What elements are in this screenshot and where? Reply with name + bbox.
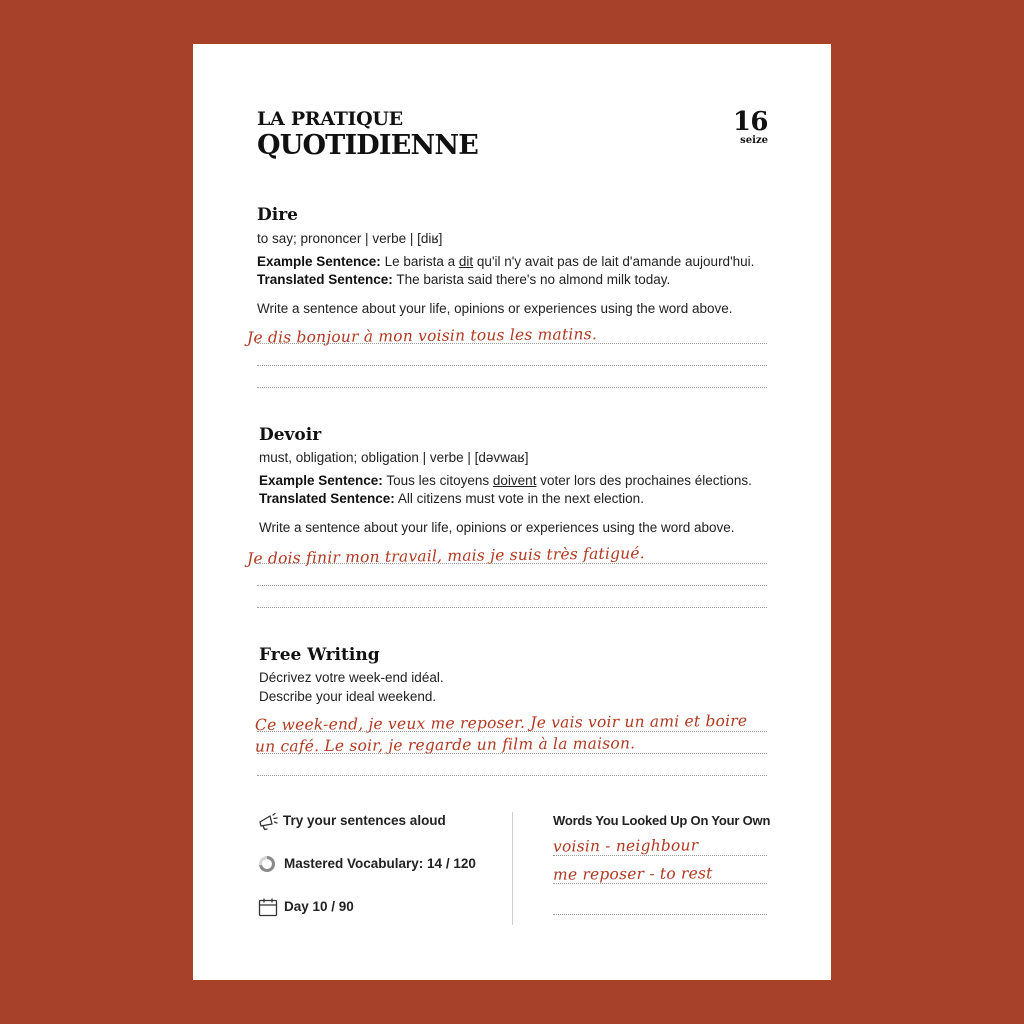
writing-line bbox=[257, 731, 767, 732]
writing-line bbox=[257, 607, 767, 608]
writing-prompt: Write a sentence about your life, opinions or experiences using the word above. bbox=[257, 301, 733, 316]
mastered-vocabulary-label: Mastered Vocabulary: 14 / 120 bbox=[284, 856, 476, 871]
lookup-word: me reposer - to rest bbox=[552, 864, 713, 884]
writing-prompt: Write a sentence about your life, opinions or experiences using the word above. bbox=[259, 520, 735, 535]
writing-line bbox=[257, 563, 767, 564]
entry-definition: must, obligation; obligation | verbe | [dəvwaʁ] bbox=[259, 450, 529, 465]
handwritten-answer: Je dis bonjour à mon voisin tous les matins. bbox=[246, 325, 598, 347]
worksheet-page bbox=[193, 44, 831, 980]
title-line-1: LA PRATIQUE bbox=[257, 108, 403, 130]
free-writing-prompt-en: Describe your ideal weekend. bbox=[259, 689, 437, 704]
title-line-2: QUOTIDIENNE bbox=[257, 130, 479, 161]
lookup-word: voisin - neighbour bbox=[552, 836, 699, 856]
megaphone-icon bbox=[257, 811, 279, 831]
writing-line bbox=[553, 855, 767, 856]
progress-ring-icon bbox=[258, 855, 276, 873]
example-before: Le barista a bbox=[384, 254, 456, 269]
translated-sentence bbox=[257, 272, 670, 287]
writing-line bbox=[553, 914, 767, 915]
page-number-block bbox=[733, 108, 768, 146]
translated-label: Translated Sentence: bbox=[259, 491, 395, 506]
example-before: Tous les citoyens bbox=[386, 473, 490, 488]
translated-text: The barista said there's no almond milk today. bbox=[396, 272, 671, 287]
free-writing-handwriting-line-1: Ce week-end, je veux me reposer. Je vais voir un ami et boire bbox=[254, 711, 748, 735]
day-progress-label: Day 10 / 90 bbox=[284, 899, 354, 914]
lookup-title: Words You Looked Up On Your Own bbox=[553, 813, 771, 828]
example-after: voter lors des prochaines élections. bbox=[540, 473, 752, 488]
example-label: Example Sentence: bbox=[257, 254, 381, 269]
example-after: qu'il n'y avait pas de lait d'amande aujourd'hui. bbox=[476, 254, 755, 269]
entry-definition: to say; prononcer | verbe | [diʁ] bbox=[257, 231, 443, 246]
writing-line bbox=[257, 775, 767, 776]
free-writing-prompt-fr: Décrivez votre week-end idéal. bbox=[259, 670, 444, 685]
example-sentence bbox=[259, 473, 752, 488]
writing-line bbox=[553, 883, 767, 884]
footer-divider bbox=[512, 812, 513, 925]
writing-line bbox=[257, 387, 767, 388]
translated-label: Translated Sentence: bbox=[257, 272, 393, 287]
example-keyword: doivent bbox=[492, 473, 537, 488]
page-number: 16 bbox=[732, 107, 768, 137]
free-writing-title: Free Writing bbox=[259, 645, 380, 665]
page-number-word: seize bbox=[740, 135, 768, 146]
free-writing-handwriting-line-2: un café. Le soir, je regarde un film à la maison. bbox=[254, 734, 636, 756]
example-label: Example Sentence: bbox=[259, 473, 383, 488]
calendar-icon bbox=[258, 897, 278, 917]
entry-word: Devoir bbox=[259, 425, 322, 445]
example-keyword: dit bbox=[458, 254, 474, 269]
writing-line bbox=[257, 753, 767, 754]
example-sentence bbox=[257, 254, 754, 269]
writing-line bbox=[257, 585, 767, 586]
try-aloud-label: Try your sentences aloud bbox=[283, 813, 446, 828]
entry-word: Dire bbox=[257, 205, 298, 225]
handwritten-answer: Je dois finir mon travail, mais je suis très fatigué. bbox=[246, 544, 645, 568]
writing-line bbox=[257, 343, 767, 344]
translated-sentence bbox=[259, 491, 644, 506]
writing-line bbox=[257, 365, 767, 366]
translated-text: All citizens must vote in the next election. bbox=[397, 491, 644, 506]
